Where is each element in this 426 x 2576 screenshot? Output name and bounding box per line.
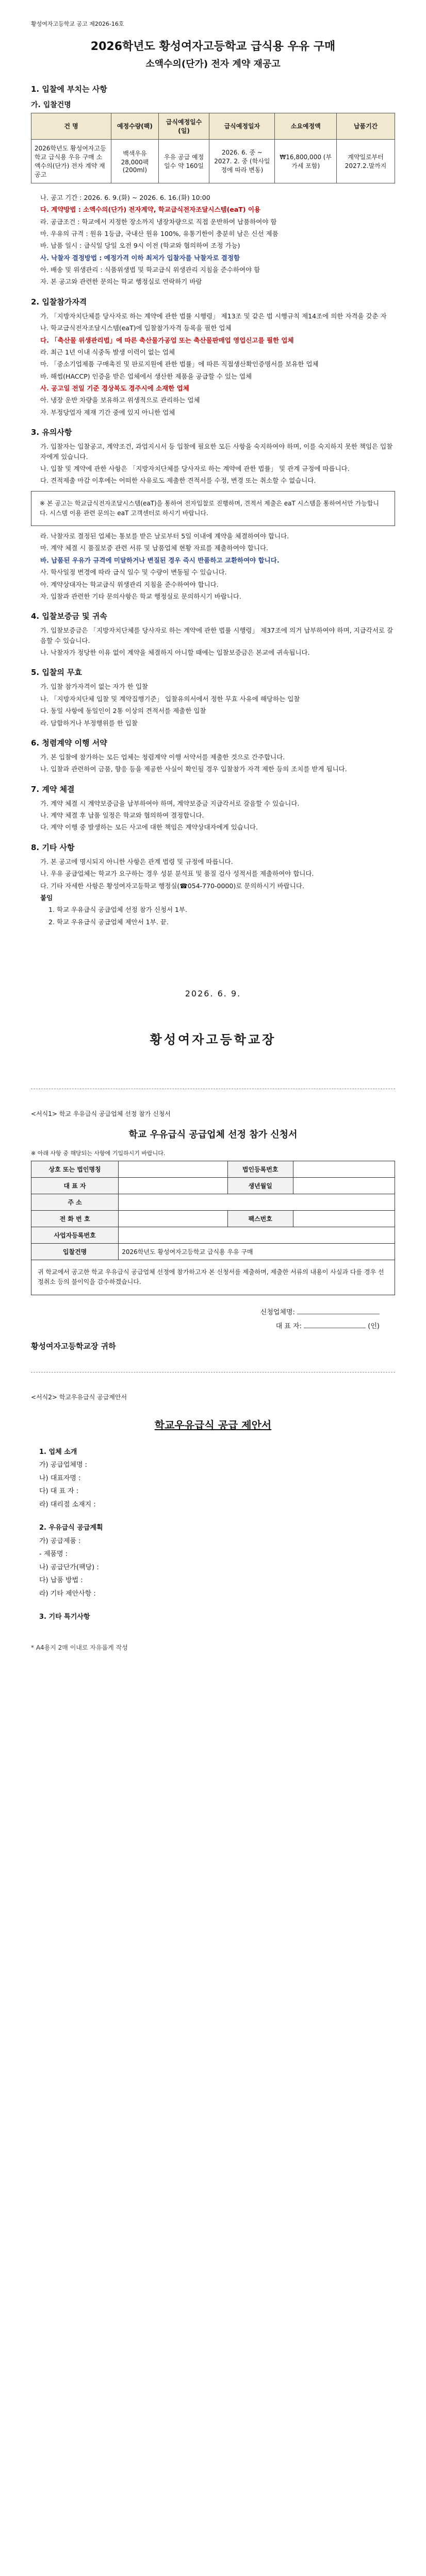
form2-item: 1. 업체 소개 xyxy=(39,1448,77,1456)
table-row xyxy=(31,139,395,183)
list-item: 바. 해썹(HACCP) 인증을 받은 업체에서 생산한 제품을 공급할 수 있는 업체 xyxy=(40,372,252,380)
form2-item: 다) 대 표 자 : xyxy=(39,1487,79,1496)
section-7-heading: 7. 계약 체결 xyxy=(31,784,75,794)
field-input-fax[interactable] xyxy=(293,1211,395,1227)
table-row xyxy=(31,1227,395,1244)
table-cell: 계약일로부터 2027.2.말까지 xyxy=(337,139,395,183)
field-label: 입찰건명 xyxy=(31,1244,119,1260)
field-label: 상호 또는 법인명칭 xyxy=(31,1161,119,1178)
list-item: 나. 공고 기간 : 2026. 6. 9.(화) ~ 2026. 6. 16.(화) 10:00 xyxy=(40,193,210,201)
list-item: 사. 학사일정 변경에 따라 급식 일수 및 수량이 변동될 수 있습니다. xyxy=(40,568,227,577)
col-header: 건 명 xyxy=(31,113,111,139)
form2-item: - 제품명 : xyxy=(39,1550,68,1558)
list-item: 아. 배송 및 위생관리 : 식품위생법 및 학교급식 위생관리 지침을 준수하여야 함 xyxy=(40,266,260,274)
attachment-item: 2. 학교 우유급식 공급업체 제안서 1부. 끝. xyxy=(48,918,169,926)
col-header: 납품기간 xyxy=(337,113,395,139)
form2-item: 다) 납품 방법 : xyxy=(39,1577,83,1585)
section-3-heading: 3. 유의사항 xyxy=(31,428,72,437)
list-item: 나. 계약 체결 후 납품 일정은 학교와 협의하여 결정합니다. xyxy=(40,811,204,820)
list-item: 다. 계약 이행 중 발생하는 모든 사고에 대한 책임은 계약상대자에게 있습니다. xyxy=(40,823,258,832)
list-item: 가. 입찰자는 입찰공고, 계약조건, 과업지시서 등 입찰에 필요한 모든 사항을 숙지하여야 하며, 이를 숙지하지 못한 책임은 입찰자에게 있습니다. xyxy=(40,443,393,461)
table-row xyxy=(31,1161,395,1178)
field-input-phone[interactable] xyxy=(119,1211,228,1227)
sign-row xyxy=(31,1320,395,1330)
bid-item-table xyxy=(31,113,395,183)
notice-date: 2026. 6. 9. xyxy=(185,989,241,999)
field-input-address[interactable] xyxy=(119,1194,395,1211)
table-cell: ₩16,800,000 (부가세 포함) xyxy=(275,139,337,183)
list-item: 나. 입찰 및 계약에 관한 사항은 「지방자치단체를 당사자로 하는 계약에 관한 법률」 및 관계 규정에 따릅니다. xyxy=(40,464,350,472)
form1-recipient: 황성여자고등학교장 귀하 xyxy=(31,1341,116,1351)
list-item: 다. 견적제출 마감 이후에는 어떠한 사유로도 제출한 견적서를 수정, 변경 또는 취소할 수 없습니다. xyxy=(40,477,316,485)
list-item: 나. 낙찰자가 정당한 이유 없이 계약을 체결하지 아니할 때에는 입찰보증금은 본교에 귀속됩니다. xyxy=(40,649,310,657)
list-item: 가. 계약 체결 시 계약보증금을 납부하여야 하며, 계약보증금 지급각서로 갈음할 수 있습니다. xyxy=(40,799,300,807)
form2-item: 나) 대표자명 : xyxy=(39,1474,81,1482)
table-cell: 우유 공급 예정일수 약 160일 xyxy=(158,139,209,183)
table-row xyxy=(31,1260,395,1295)
notice-subtitle: 소액수의(단가) 전자 계약 재공고 xyxy=(145,58,281,70)
col-header: 급식예정일수(일) xyxy=(158,113,209,139)
list-item: 라. 담합하거나 부정행위를 한 입찰 xyxy=(40,719,138,727)
list-item: 가. 입찰 참가자격이 없는 자가 한 입찰 xyxy=(40,683,148,691)
list-item: 다. 「축산물 위생관리법」에 따른 축산물가공업 또는 축산물판매업 영업신고를 필한 업체 xyxy=(40,336,294,344)
table-row xyxy=(31,1178,395,1194)
form2-item: 2. 우유급식 공급계획 xyxy=(39,1524,103,1532)
attachment-label: 붙임 xyxy=(40,893,53,902)
seal-mark: (인) xyxy=(368,1322,380,1330)
section-5-heading: 5. 입찰의 무효 xyxy=(31,668,83,677)
field-label: 전 화 번 호 xyxy=(31,1211,119,1227)
table-cell: 백색우유 28,000팩 (200ml) xyxy=(111,139,159,183)
list-item: 아. 냉장 운반 차량을 보유하고 위생적으로 관리하는 업체 xyxy=(40,396,200,404)
col-header: 급식예정일자 xyxy=(209,113,275,139)
list-item: 사. 낙찰자 결정방법 : 예정가격 이하 최저가 입찰자를 낙찰자로 결정함 xyxy=(40,253,240,262)
list-item: 자. 입찰과 관련한 기타 문의사항은 학교 행정실로 문의하시기 바랍니다. xyxy=(40,592,241,600)
section-8-heading: 8. 기타 사항 xyxy=(31,842,75,852)
list-item: 다. 기타 자세한 사항은 황성여자고등학교 행정실(☎054-770-0000)로 문의하시기 바랍니다. xyxy=(40,882,304,890)
field-label: 생년월일 xyxy=(227,1178,293,1194)
table-header-row xyxy=(31,113,395,139)
notice-page xyxy=(31,21,395,1652)
field-input-company[interactable] xyxy=(119,1161,228,1178)
col-header: 예정수량(팩) xyxy=(111,113,159,139)
section-4-heading: 4. 입찰보증금 및 귀속 xyxy=(31,612,107,621)
form2-label: <서식2> 학교우유급식 공급제안서 xyxy=(31,1393,127,1401)
list-item: 사. 공고일 전일 기준 경상북도 경주시에 소재한 업체 xyxy=(40,384,189,393)
field-label: 팩스번호 xyxy=(227,1211,293,1227)
field-input-ceo[interactable] xyxy=(119,1178,228,1194)
form2-item: 가) 공급업체명 : xyxy=(39,1461,88,1469)
form1-title: 학교 우유급식 공급업체 선정 참가 신청서 xyxy=(128,1129,298,1141)
list-item: 자. 본 공고와 관련한 문의는 학교 행정실로 연락하기 바람 xyxy=(40,278,202,286)
field-input-birth[interactable] xyxy=(293,1178,395,1194)
notice-title: 2026학년도 황성여자고등학교 급식용 우유 구매 xyxy=(90,40,336,53)
list-item: 나. 「지방자치단체 입찰 및 계약집행기준」 입찰유의서에서 정한 무효 사유에 해당하는 입찰 xyxy=(40,694,300,703)
list-item: 라. 최근 1년 이내 식중독 발생 이력이 없는 업체 xyxy=(40,348,175,356)
notice-box: ※ 본 공고는 학교급식전자조달시스템(eaT)을 통하여 전자입찰로 진행하며, 견적서 제출은 eaT 시스템을 통하여서만 가능합니다. 시스템 이용 관련 문의는 eaT 고객센터로 하시기 바랍니다. xyxy=(31,491,395,526)
list-item: 다. 동일 사항에 동일인이 2통 이상의 견적서를 제출한 입찰 xyxy=(40,707,206,715)
col-header: 소요예정액 xyxy=(275,113,337,139)
list-item: 마. 계약 체결 시 품질보증 관련 서류 및 납품업체 현황 자료를 제출하여야 합니다. xyxy=(40,544,269,552)
list-item: 자. 부정당업자 제재 기간 중에 있지 아니한 업체 xyxy=(40,408,175,416)
table-cell: 2026학년도 황성여자고등학교 급식용 우유 구매 소액수의(단가) 전자 계약 재공고 xyxy=(31,139,111,183)
list-item: 라. 공급조건 : 학교에서 지정한 장소까지 냉장차량으로 직접 운반하여 납품하여야 함 xyxy=(40,217,277,226)
field-label: 주 소 xyxy=(31,1194,119,1211)
form2-note: * A4용지 2매 이내로 자유롭게 작성 xyxy=(31,1643,128,1651)
table-row xyxy=(31,1194,395,1211)
school-principal: 황성여자고등학교장 xyxy=(150,1032,276,1047)
sign-row xyxy=(31,1307,395,1316)
form2-item: 가) 공급제품 : xyxy=(39,1537,81,1545)
field-label: 법인등록번호 xyxy=(227,1161,293,1178)
section-6-heading: 6. 청렴계약 이행 서약 xyxy=(31,738,107,748)
form2-item: 라) 대리점 소재지 : xyxy=(39,1500,96,1509)
form2-item: 라) 기타 제안사항 : xyxy=(39,1589,96,1598)
form2-title: 학교우유급식 공급 제안서 xyxy=(154,1418,272,1431)
notice-number: 황성여자고등학교 공고 제2026-16호 xyxy=(31,21,124,27)
table-row xyxy=(31,1244,395,1260)
field-input-corp-no[interactable] xyxy=(293,1161,395,1178)
list-item: 나. 학교급식전자조달시스템(eaT)에 입찰참가자격 등록을 필한 업체 xyxy=(40,324,232,332)
form1-label: <서식1> 학교 우유급식 공급업체 선정 참가 신청서 xyxy=(31,1110,171,1118)
list-item: 가. 본 입찰에 참가하는 모든 업체는 청렴계약 이행 서약서를 제출한 것으로 간주합니다. xyxy=(40,753,285,761)
list-item: 가. 입찰보증금은 「지방자치단체를 당사자로 하는 계약에 관한 법률 시행령」 제37조에 의거 납부하여야 하며, 지급각서로 갈음할 수 있습니다. xyxy=(40,626,394,645)
sign-label-company: 신청업체명: xyxy=(260,1308,295,1316)
section-1-heading: 1. 입찰에 부치는 사항 xyxy=(31,84,107,94)
field-value-bid-name: 2026학년도 황성여자고등학교 급식용 우유 구매 xyxy=(119,1244,395,1260)
list-item: 가. 본 공고에 명시되지 아니한 사항은 관계 법령 및 규정에 따릅니다. xyxy=(40,857,233,866)
table-cell: 2026. 6. 중 ~ 2027. 2. 중 (학사일정에 따라 변동) xyxy=(209,139,275,183)
list-item: 나. 우유 공급업체는 학교가 요구하는 경우 성분 분석표 및 품질 검사 성적서를 제출하여야 합니다. xyxy=(40,870,314,878)
list-item: 마. 「중소기업제품 구매촉진 및 판로지원에 관한 법률」에 따른 직접생산확인증명서를 보유한 업체 xyxy=(40,360,319,368)
list-item: 바. 납품된 우유가 규격에 미달하거나 변질된 경우 즉시 반품하고 교환하여야 합니다. xyxy=(40,556,280,564)
section-2-heading: 2. 입찰참가자격 xyxy=(31,297,87,307)
section-1-sub: 가. 입찰건명 xyxy=(31,100,71,109)
form2-item: 나) 공급단가(팩당) : xyxy=(39,1563,99,1571)
field-input-biz-no[interactable] xyxy=(119,1227,395,1244)
list-item: 가. 「지방자치단체를 당사자로 하는 계약에 관한 법률 시행령」 제13조 및 같은 법 시행규칙 제14조에 의한 자격을 갖춘 자 xyxy=(40,312,387,320)
list-item: 마. 우유의 규격 : 원유 1등급, 국내산 원유 100%, 유통기한이 충분히 남은 신선 제품 xyxy=(40,229,278,238)
sign-label-ceo: 대 표 자: xyxy=(275,1322,302,1330)
list-item: 바. 납품 일시 : 급식일 당일 오전 9시 이전 (학교와 협의하여 조정 가능) xyxy=(40,242,240,250)
application-form-table xyxy=(31,1161,395,1295)
field-label: 대 표 자 xyxy=(31,1178,119,1194)
list-item: 나. 입찰과 관련하여 금품, 향응 등을 제공한 사실이 확인될 경우 입찰참가 자격 제한 등의 조치를 받게 됩니다. xyxy=(40,765,347,773)
pledge-text: 귀 학교에서 공고한 학교 우유급식 공급업체 선정에 참가하고자 본 신청서를 제출하며, 제출한 서류의 내용이 사실과 다를 경우 선정취소 등의 불이익을 감수하겠습니다. xyxy=(31,1260,395,1295)
list-item: 라. 낙찰자로 결정된 업체는 통보를 받은 날로부터 5일 이내에 계약을 체결하여야 합니다. xyxy=(40,532,289,540)
table-row xyxy=(31,1211,395,1227)
attachment-item: 1. 학교 우유급식 공급업체 선정 참가 신청서 1부. xyxy=(48,906,188,914)
list-item: 아. 계약상대자는 학교급식 위생관리 지침을 준수하여야 합니다. xyxy=(40,580,219,588)
form2-item: 3. 기타 특기사항 xyxy=(39,1613,90,1621)
form1-note: ※ 아래 사항 중 해당되는 사항에 기입하시기 바랍니다. xyxy=(31,1150,166,1157)
list-item: 다. 계약방법 : 소액수의(단가) 전자계약, 학교급식전자조달시스템(eaT) 이용 xyxy=(40,206,260,214)
field-label: 사업자등록번호 xyxy=(31,1227,119,1244)
